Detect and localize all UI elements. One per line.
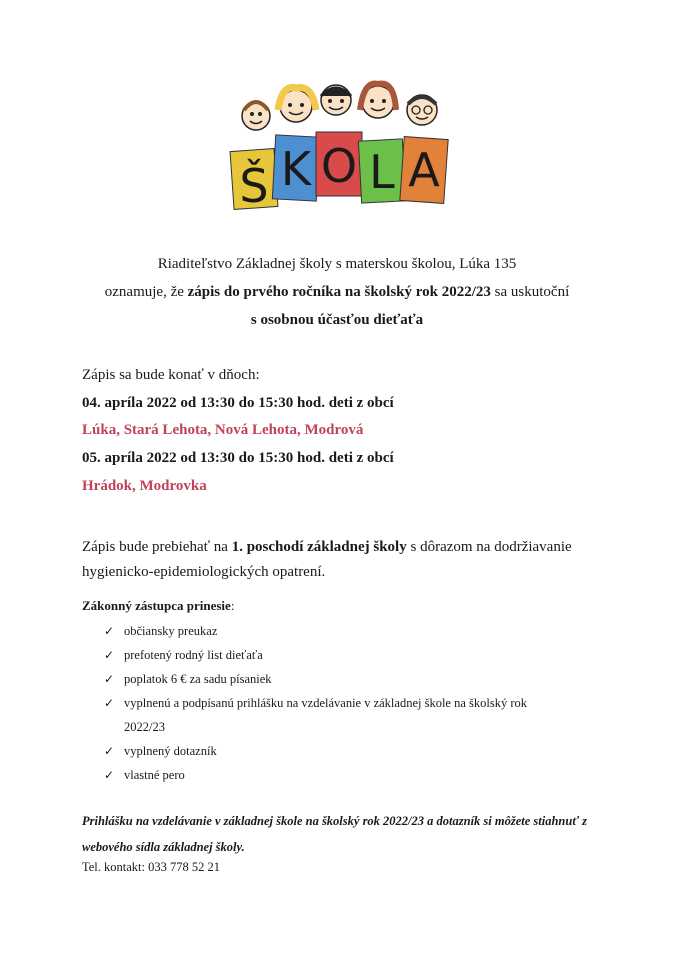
checklist-title-text: Zákonný zástupca prinesie [82, 598, 231, 613]
schedule-heading: Zápis sa bude konať v dňoch: [82, 367, 260, 383]
schedule-day-2: 05. apríla 2022 od 13:30 do 15:30 hod. deti z obcí [82, 450, 394, 466]
schedule-villages-1: Lúka, Stará Lehota, Nová Lehota, Modrová [82, 422, 364, 438]
checkmark-icon: ✓ [104, 648, 115, 662]
checklist-item-text: poplatok 6 € za sadu písaniek [124, 672, 272, 686]
checkmark-icon: ✓ [104, 744, 115, 758]
skola-logo-graphic [226, 80, 452, 220]
checklist-item-text: občiansky preukaz [124, 624, 218, 638]
checkmark-icon: ✓ [104, 672, 115, 686]
logo-letter-l: L [369, 145, 395, 199]
closing-note: Prihlášku na vzdelávanie v základnej škole na školský rok 2022/23 a dotazník si môžete stiahnuť z webového sídla základnej školy. [82, 814, 587, 854]
intro-line-3: s osobnou účasťou dieťaťa [250, 312, 424, 328]
checklist-title-colon: : [230, 598, 235, 613]
checklist-item [104, 648, 263, 663]
checklist-item-text: vyplnený dotazník [124, 744, 217, 758]
intro-line-1: Riaditeľstvo Základnej školy s materskou školou, Lúka 135 [157, 256, 517, 272]
location-bold: 1. poschodí základnej školy [231, 539, 407, 555]
checklist-item [104, 768, 185, 783]
logo-letter-s: Š [239, 159, 269, 213]
kids-illustration [242, 84, 437, 130]
intro-line-2 [0, 284, 674, 301]
letter-blocks [230, 132, 448, 213]
schedule-day-1: 04. apríla 2022 od 13:30 do 15:30 hod. deti z obcí [82, 395, 394, 411]
checkmark-icon: ✓ [104, 696, 115, 710]
checklist-item-text: prefotený rodný list dieťaťa [124, 648, 263, 662]
contact-phone: Tel. kontakt: 033 778 52 21 [82, 860, 221, 874]
logo-letter-o: O [320, 139, 358, 193]
checklist-item [104, 672, 272, 687]
checkmark-icon: ✓ [104, 624, 115, 638]
checklist-title [82, 598, 234, 614]
location-paragraph [82, 535, 642, 585]
checklist-item-text: vyplnenú a podpísanú prihlášku na vzdelávanie v základnej škole na školský rok [124, 696, 528, 710]
intro-line-2-bold: zápis do prvého ročníka na školský rok 2022/23 [187, 284, 491, 300]
checklist-item [104, 624, 217, 639]
location-post: s dôrazom na dodržiavanie hygienicko-epidemiologických opatrení. [82, 539, 572, 580]
logo-letter-a: A [408, 143, 440, 197]
location-pre: Zápis bude prebiehať na [82, 539, 232, 555]
checklist-item [104, 744, 217, 759]
checkmark-icon: ✓ [104, 768, 115, 782]
checklist-item [104, 696, 527, 711]
checklist-item-continuation: 2022/23 [124, 720, 165, 734]
schedule-villages-2: Hrádok, Modrovka [82, 478, 207, 494]
skola-logo [226, 80, 452, 220]
checklist-item-text: vlastné pero [124, 768, 185, 782]
logo-letter-k: K [280, 142, 312, 196]
intro-line-2-post: sa uskutoční [490, 284, 570, 300]
intro-line-2-pre: oznamuje, že [104, 284, 188, 300]
